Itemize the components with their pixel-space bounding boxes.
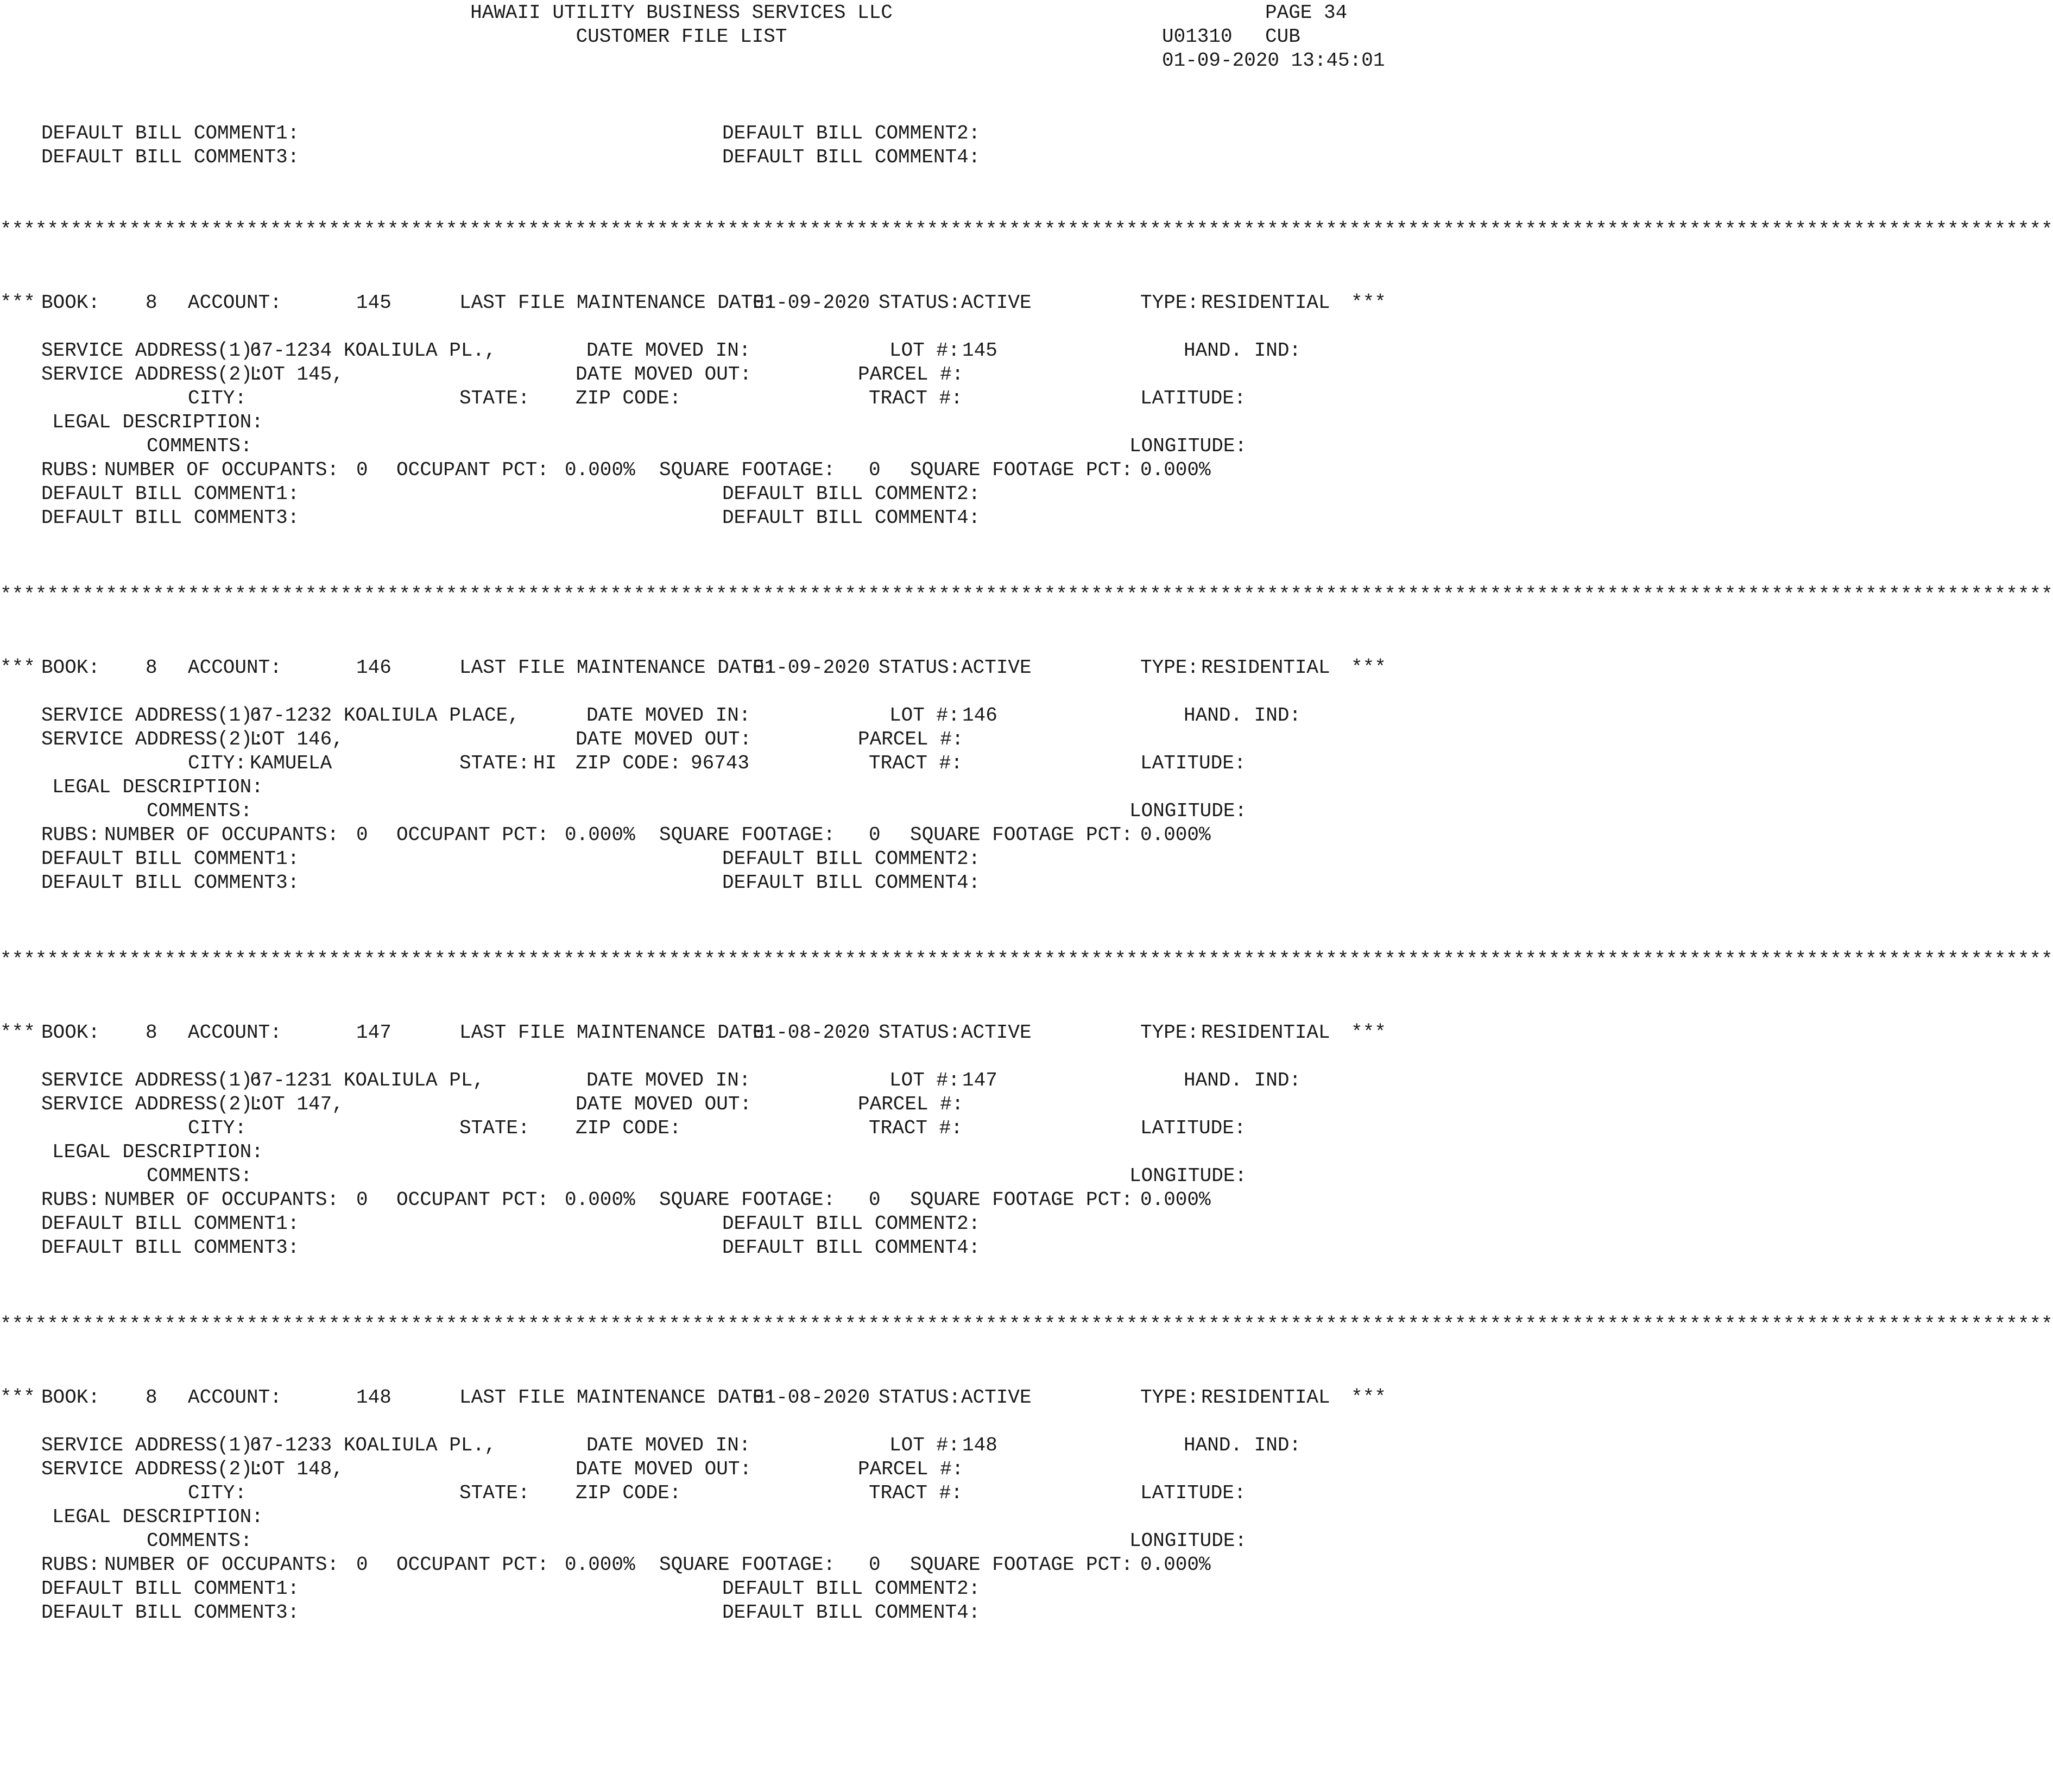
lot-label: LOT #: [889, 1069, 960, 1091]
city-label: CITY: [188, 1482, 247, 1504]
default-bill-comment1-label: DEFAULT BILL COMMENT1: [41, 483, 300, 505]
parcel-label: PARCEL #: [858, 1458, 964, 1480]
lot-value: 145 [962, 339, 997, 362]
state-label: STATE: [459, 387, 530, 409]
longitude-label: LONGITUDE: [1129, 1530, 1247, 1552]
type-label: TYPE: [1140, 657, 1199, 679]
comments-label: COMMENTS: [147, 800, 252, 822]
book-value: 8 [146, 1386, 157, 1409]
type-value: RESIDENTIAL [1201, 292, 1330, 314]
account-record-group [0, 218, 2053, 529]
default-bill-comment4-label: DEFAULT BILL COMMENT4: [722, 1601, 981, 1624]
square-footage-pct-value: 0.000% [1140, 1189, 1211, 1211]
last-maint-label: LAST FILE MAINTENANCE DATE: [459, 292, 776, 314]
latitude-label: LATITUDE: [1140, 387, 1246, 409]
service-address1-label: SERVICE ADDRESS(1): [41, 1069, 264, 1091]
status-label: STATUS: [879, 1021, 961, 1044]
record-marker-left: *** [0, 292, 35, 314]
latitude-label: LATITUDE: [1140, 752, 1246, 774]
square-footage-pct-value: 0.000% [1140, 459, 1211, 481]
last-maint-value: 01-08-2020 [753, 1021, 870, 1044]
tract-label: TRACT #: [869, 752, 963, 774]
hand-ind-label: HAND. IND: [1184, 1069, 1302, 1091]
square-footage-label: SQUARE FOOTAGE: [659, 459, 836, 481]
state-value: HI [533, 752, 557, 774]
service-address2-label: SERVICE ADDRESS(2): [41, 1458, 264, 1480]
record-marker-left: *** [0, 1386, 35, 1409]
carryover-comment3-label: DEFAULT BILL COMMENT3: [41, 146, 300, 168]
occupants-label: NUMBER OF OCCUPANTS: [104, 1189, 339, 1211]
default-bill-comment4-label: DEFAULT BILL COMMENT4: [722, 507, 981, 529]
legal-description-label: LEGAL DESCRIPTION: [52, 1506, 263, 1528]
default-bill-comment2-label: DEFAULT BILL COMMENT2: [722, 848, 981, 870]
square-footage-pct-label: SQUARE FOOTAGE PCT: [910, 459, 1133, 481]
occupants-value: 0 [356, 1189, 368, 1211]
state-label: STATE: [459, 752, 530, 774]
longitude-label: LONGITUDE: [1129, 800, 1247, 822]
city-label: CITY: [188, 1117, 247, 1139]
lot-value: 147 [962, 1069, 997, 1091]
account-value: 146 [356, 657, 391, 679]
occupant-pct-value: 0.000% [565, 824, 635, 846]
record-separator: ******************************************************************************************************************************************************************************* [0, 1314, 2053, 1336]
default-bill-comment4-label: DEFAULT BILL COMMENT4: [722, 872, 981, 894]
report-code: CUB [1265, 26, 1300, 48]
square-footage-label: SQUARE FOOTAGE: [659, 1189, 836, 1211]
rubs-label: RUBS: [41, 459, 100, 481]
default-bill-comment3-label: DEFAULT BILL COMMENT3: [41, 1236, 300, 1259]
occupants-value: 0 [356, 1554, 368, 1576]
service-address2-value: LOT 148, [250, 1458, 344, 1480]
rubs-label: RUBS: [41, 1189, 100, 1211]
carryover-comment2-label: DEFAULT BILL COMMENT2: [722, 122, 981, 144]
carryover-comment4-label: DEFAULT BILL COMMENT4: [722, 146, 981, 168]
lot-label: LOT #: [889, 704, 960, 727]
default-bill-comment2-label: DEFAULT BILL COMMENT2: [722, 483, 981, 505]
latitude-label: LATITUDE: [1140, 1117, 1246, 1139]
occupants-label: NUMBER OF OCCUPANTS: [104, 1554, 339, 1576]
book-label: BOOK: [41, 1021, 100, 1044]
date-moved-in-label: DATE MOVED IN: [586, 339, 751, 362]
report-run-datetime: 01-09-2020 13:45:01 [1162, 49, 1385, 72]
service-address2-label: SERVICE ADDRESS(2): [41, 728, 264, 750]
status-value: ACTIVE [961, 1386, 1032, 1409]
record-marker-right: *** [1351, 1386, 1386, 1409]
record-separator: ******************************************************************************************************************************************************************************* [0, 584, 2053, 606]
service-address1-label: SERVICE ADDRESS(1): [41, 339, 264, 362]
tract-label: TRACT #: [869, 387, 963, 409]
book-label: BOOK: [41, 657, 100, 679]
account-value: 147 [356, 1021, 391, 1044]
rubs-label: RUBS: [41, 824, 100, 846]
account-value: 148 [356, 1386, 391, 1409]
zip-code-label: ZIP CODE: [576, 1482, 681, 1504]
record-separator: ******************************************************************************************************************************************************************************* [0, 219, 2053, 241]
record-marker-right: *** [1351, 1021, 1386, 1044]
occupants-label: NUMBER OF OCCUPANTS: [104, 824, 339, 846]
record-marker-left: *** [0, 657, 35, 679]
book-value: 8 [146, 292, 157, 314]
type-value: RESIDENTIAL [1201, 1386, 1330, 1409]
last-maint-value: 01-08-2020 [753, 1386, 870, 1409]
last-maint-value: 01-09-2020 [753, 292, 870, 314]
latitude-label: LATITUDE: [1140, 1482, 1246, 1504]
square-footage-pct-value: 0.000% [1140, 824, 1211, 846]
service-address1-value: 67-1234 KOALIULA PL., [250, 339, 496, 362]
hand-ind-label: HAND. IND: [1184, 704, 1302, 727]
default-bill-comment3-label: DEFAULT BILL COMMENT3: [41, 872, 300, 894]
book-value: 8 [146, 1021, 157, 1044]
type-label: TYPE: [1140, 1021, 1199, 1044]
lot-label: LOT #: [889, 1434, 960, 1456]
occupants-value: 0 [356, 824, 368, 846]
default-bill-comment4-label: DEFAULT BILL COMMENT4: [722, 1236, 981, 1259]
default-bill-comment3-label: DEFAULT BILL COMMENT3: [41, 507, 300, 529]
status-value: ACTIVE [961, 1021, 1032, 1044]
status-label: STATUS: [879, 1386, 961, 1409]
tract-label: TRACT #: [869, 1482, 963, 1504]
status-label: STATUS: [879, 292, 961, 314]
account-label: ACCOUNT: [188, 657, 282, 679]
occupants-value: 0 [356, 459, 368, 481]
service-address1-label: SERVICE ADDRESS(1): [41, 704, 264, 727]
account-record-group [0, 1313, 2053, 1624]
square-footage-value: 0 [869, 824, 881, 846]
rubs-label: RUBS: [41, 1554, 100, 1576]
page-number: PAGE 34 [1265, 2, 1348, 24]
account-record-group [0, 583, 2053, 894]
occupants-label: NUMBER OF OCCUPANTS: [104, 459, 339, 481]
service-address2-value: LOT 146, [250, 728, 344, 750]
square-footage-value: 0 [869, 1189, 881, 1211]
zip-code-label: ZIP CODE: [576, 752, 681, 774]
account-label: ACCOUNT: [188, 1021, 282, 1044]
book-label: BOOK: [41, 292, 100, 314]
state-label: STATE: [459, 1482, 530, 1504]
tract-label: TRACT #: [869, 1117, 963, 1139]
report-header [0, 0, 1385, 81]
occupant-pct-label: OCCUPANT PCT: [396, 1554, 549, 1576]
report-title: CUSTOMER FILE LIST [576, 26, 787, 48]
comments-label: COMMENTS: [147, 1530, 252, 1552]
last-maint-label: LAST FILE MAINTENANCE DATE: [459, 657, 776, 679]
zip-code-value: 96743 [691, 752, 750, 774]
parcel-label: PARCEL #: [858, 728, 964, 750]
account-record [0, 656, 1386, 894]
square-footage-pct-label: SQUARE FOOTAGE PCT: [910, 1189, 1133, 1211]
comments-label: COMMENTS: [147, 435, 252, 457]
legal-description-label: LEGAL DESCRIPTION: [52, 411, 263, 433]
default-bill-comment3-label: DEFAULT BILL COMMENT3: [41, 1601, 300, 1624]
parcel-label: PARCEL #: [858, 363, 964, 386]
occupant-pct-label: OCCUPANT PCT: [396, 459, 549, 481]
default-bill-comment1-label: DEFAULT BILL COMMENT1: [41, 848, 300, 870]
type-value: RESIDENTIAL [1201, 657, 1330, 679]
default-bill-comment2-label: DEFAULT BILL COMMENT2: [722, 1213, 981, 1235]
account-record [0, 291, 1386, 529]
occupant-pct-value: 0.000% [565, 459, 635, 481]
status-value: ACTIVE [961, 657, 1032, 679]
occupant-pct-value: 0.000% [565, 1554, 635, 1576]
book-label: BOOK: [41, 1386, 100, 1409]
legal-description-label: LEGAL DESCRIPTION: [52, 1141, 263, 1163]
default-bill-comment1-label: DEFAULT BILL COMMENT1: [41, 1213, 300, 1235]
service-address2-value: LOT 145, [250, 363, 344, 386]
service-address2-value: LOT 147, [250, 1093, 344, 1115]
record-marker-left: *** [0, 1021, 35, 1044]
city-label: CITY: [188, 387, 247, 409]
service-address1-label: SERVICE ADDRESS(1): [41, 1434, 264, 1456]
last-maint-value: 01-09-2020 [753, 657, 870, 679]
city-label: CITY: [188, 752, 247, 774]
date-moved-in-label: DATE MOVED IN: [586, 704, 751, 727]
carryover-comment1-label: DEFAULT BILL COMMENT1: [41, 122, 300, 144]
last-maint-label: LAST FILE MAINTENANCE DATE: [459, 1386, 776, 1409]
type-label: TYPE: [1140, 292, 1199, 314]
hand-ind-label: HAND. IND: [1184, 1434, 1302, 1456]
account-record-group [0, 948, 2053, 1259]
status-label: STATUS: [879, 657, 961, 679]
state-label: STATE: [459, 1117, 530, 1139]
default-bill-comment2-label: DEFAULT BILL COMMENT2: [722, 1578, 981, 1600]
record-marker-right: *** [1351, 292, 1386, 314]
square-footage-value: 0 [869, 1554, 881, 1576]
square-footage-pct-label: SQUARE FOOTAGE PCT: [910, 824, 1133, 846]
date-moved-out-label: DATE MOVED OUT: [576, 1093, 752, 1115]
service-address2-label: SERVICE ADDRESS(2): [41, 363, 264, 386]
carryover-comments [0, 122, 1385, 171]
occupant-pct-label: OCCUPANT PCT: [396, 1189, 549, 1211]
last-maint-label: LAST FILE MAINTENANCE DATE: [459, 1021, 776, 1044]
account-label: ACCOUNT: [188, 1386, 282, 1409]
zip-code-label: ZIP CODE: [576, 387, 681, 409]
service-address1-value: 67-1232 KOALIULA PLACE, [250, 704, 520, 727]
account-value: 145 [356, 292, 391, 314]
longitude-label: LONGITUDE: [1129, 1165, 1247, 1187]
occupant-pct-label: OCCUPANT PCT: [396, 824, 549, 846]
record-separator: ******************************************************************************************************************************************************************************* [0, 949, 2053, 971]
date-moved-out-label: DATE MOVED OUT: [576, 728, 752, 750]
lot-label: LOT #: [889, 339, 960, 362]
occupant-pct-value: 0.000% [565, 1189, 635, 1211]
longitude-label: LONGITUDE: [1129, 435, 1247, 457]
service-address1-value: 67-1231 KOALIULA PL, [250, 1069, 485, 1091]
date-moved-out-label: DATE MOVED OUT: [576, 363, 752, 386]
account-record [0, 1021, 1386, 1259]
service-address1-value: 67-1233 KOALIULA PL., [250, 1434, 496, 1456]
record-marker-right: *** [1351, 657, 1386, 679]
date-moved-in-label: DATE MOVED IN: [586, 1069, 751, 1091]
hand-ind-label: HAND. IND: [1184, 339, 1302, 362]
type-label: TYPE: [1140, 1386, 1199, 1409]
account-record [0, 1386, 1386, 1624]
parcel-label: PARCEL #: [858, 1093, 964, 1115]
lot-value: 146 [962, 704, 997, 727]
square-footage-label: SQUARE FOOTAGE: [659, 1554, 836, 1576]
status-value: ACTIVE [961, 292, 1032, 314]
square-footage-label: SQUARE FOOTAGE: [659, 824, 836, 846]
account-label: ACCOUNT: [188, 292, 282, 314]
lot-value: 148 [962, 1434, 997, 1456]
zip-code-label: ZIP CODE: [576, 1117, 681, 1139]
square-footage-value: 0 [869, 459, 881, 481]
book-value: 8 [146, 657, 157, 679]
date-moved-out-label: DATE MOVED OUT: [576, 1458, 752, 1480]
city-value: KAMUELA [250, 752, 332, 774]
type-value: RESIDENTIAL [1201, 1021, 1330, 1044]
default-bill-comment1-label: DEFAULT BILL COMMENT1: [41, 1578, 300, 1600]
date-moved-in-label: DATE MOVED IN: [586, 1434, 751, 1456]
square-footage-pct-label: SQUARE FOOTAGE PCT: [910, 1554, 1133, 1576]
legal-description-label: LEGAL DESCRIPTION: [52, 776, 263, 798]
square-footage-pct-value: 0.000% [1140, 1554, 1211, 1576]
comments-label: COMMENTS: [147, 1165, 252, 1187]
company-name: HAWAII UTILITY BUSINESS SERVICES LLC [470, 2, 893, 24]
report-id: U01310 [1162, 26, 1233, 48]
service-address2-label: SERVICE ADDRESS(2): [41, 1093, 264, 1115]
